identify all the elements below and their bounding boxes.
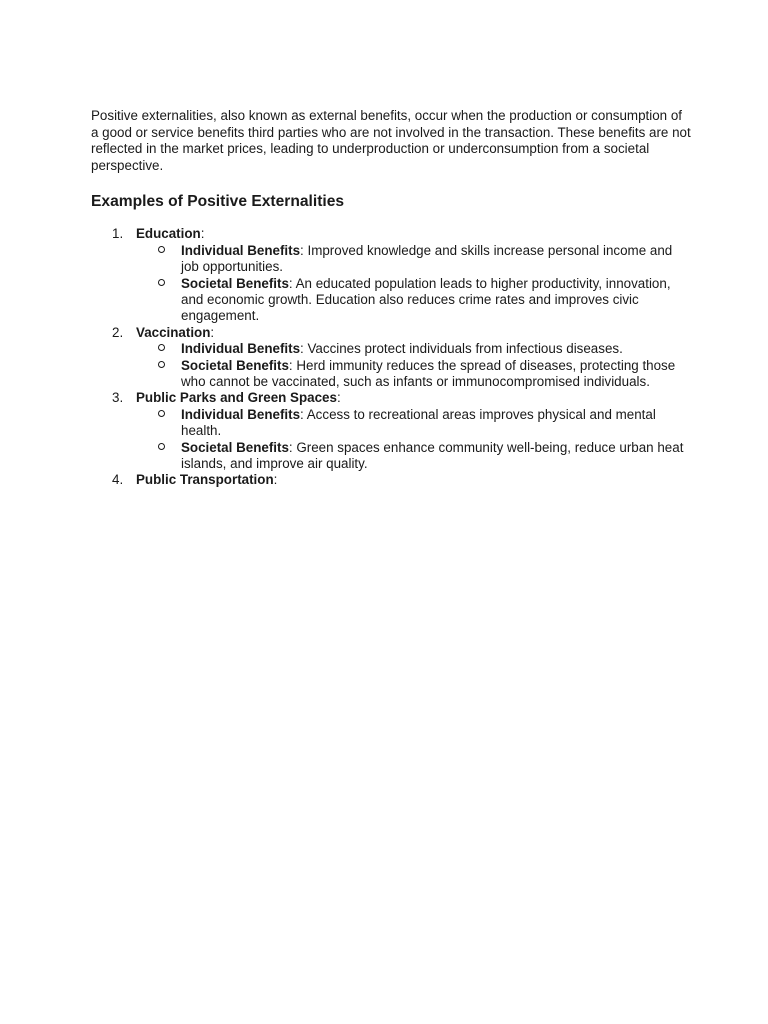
hollow-circle-bullet-icon <box>158 246 165 253</box>
sub-item <box>136 276 691 325</box>
sub-item-label: Individual Benefits <box>181 242 301 258</box>
example-title-suffix: : <box>200 226 205 242</box>
hollow-circle-bullet-icon <box>158 443 165 450</box>
sub-item-text: : Herd immunity reduces the spread of diseases, protecting those who cannot be vaccinated, such as infants or immunocompromised individuals. <box>181 357 676 390</box>
section-heading: Examples of Positive Externalities <box>91 193 345 211</box>
sub-item-text: : Vaccines protect individuals from infectious diseases. <box>300 341 623 357</box>
example-title: Public Parks and Green Spaces <box>136 390 337 406</box>
example-number: 2. <box>112 324 124 340</box>
example-title-suffix: : <box>273 472 278 488</box>
examples-list <box>91 226 691 489</box>
sub-item <box>136 440 691 473</box>
sub-item <box>136 407 691 440</box>
example-number: 3. <box>112 390 124 406</box>
example-item <box>91 390 691 472</box>
hollow-circle-bullet-icon <box>158 279 165 286</box>
sub-list <box>136 341 691 390</box>
example-item <box>91 325 691 391</box>
hollow-circle-bullet-icon <box>158 361 165 368</box>
sub-item <box>136 341 691 357</box>
sub-item-text: : Green spaces enhance community well-being, reduce urban heat islands, and improve air quality. <box>181 439 684 472</box>
example-title-suffix: : <box>210 324 215 340</box>
sub-item-text: : An educated population leads to higher productivity, innovation, and economic growth. Education also reduces crime rates and improves civic engagement. <box>181 275 671 324</box>
example-number: 1. <box>112 226 124 242</box>
example-item <box>91 226 691 324</box>
intro-paragraph: Positive externalities, also known as external benefits, occur when the production or consumption of a good or service benefits third parties who are not involved in the transaction. These benefits are not reflected in the market prices, leading to underproduction or underconsumption from a societal perspective. <box>91 108 691 173</box>
example-item <box>91 472 691 488</box>
sub-item-label: Societal Benefits <box>181 275 289 291</box>
hollow-circle-bullet-icon <box>158 410 165 417</box>
sub-list <box>136 407 691 473</box>
sub-item-text: : Improved knowledge and skills increase personal income and job opportunities. <box>181 242 673 275</box>
sub-item-label: Societal Benefits <box>181 357 289 373</box>
example-number: 4. <box>112 472 124 488</box>
sub-item-label: Individual Benefits <box>181 341 301 357</box>
sub-item-label: Societal Benefits <box>181 439 289 455</box>
sub-item-text: : Access to recreational areas improves physical and mental health. <box>181 406 656 439</box>
sub-item <box>136 243 691 276</box>
example-title: Public Transportation <box>136 472 274 488</box>
example-title: Vaccination <box>136 324 211 340</box>
sub-list <box>136 243 691 325</box>
example-title-suffix: : <box>336 390 341 406</box>
sub-item <box>136 358 691 391</box>
hollow-circle-bullet-icon <box>158 344 165 351</box>
document-content <box>91 108 691 489</box>
example-title: Education <box>136 226 201 242</box>
sub-item-label: Individual Benefits <box>181 406 301 422</box>
